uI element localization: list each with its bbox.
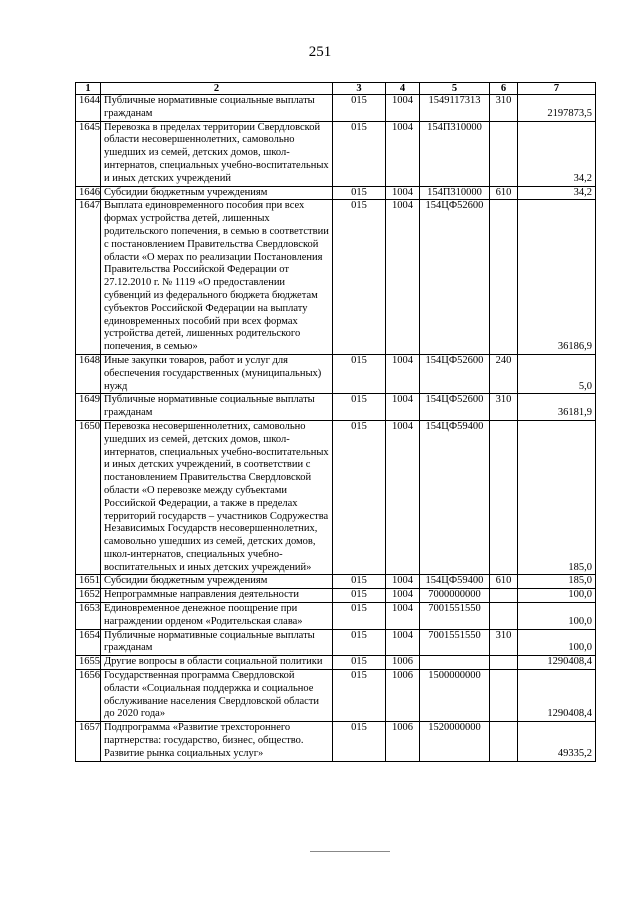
row-section-code: 1004: [386, 95, 420, 122]
table-header-row: [76, 83, 596, 95]
row-amount: 185,0: [518, 420, 596, 575]
row-expense-type: [490, 670, 518, 722]
row-ministry-code: 015: [333, 656, 386, 670]
row-amount: 1290408,4: [518, 656, 596, 670]
row-target-code: 7000000000: [420, 589, 490, 603]
row-number: 1653: [76, 603, 101, 630]
table-row: [76, 629, 596, 656]
row-expense-type: [490, 656, 518, 670]
table-row: [76, 121, 596, 186]
row-expense-type: 310: [490, 394, 518, 421]
row-section-code: 1004: [386, 589, 420, 603]
row-amount: 49335,2: [518, 722, 596, 761]
row-expense-type: [490, 589, 518, 603]
row-target-code: 154ЦФ59400: [420, 575, 490, 589]
row-ministry-code: 015: [333, 420, 386, 575]
row-target-code: 154ЦФ52600: [420, 394, 490, 421]
row-number: 1654: [76, 629, 101, 656]
row-section-code: 1004: [386, 394, 420, 421]
row-target-code: 154П310000: [420, 121, 490, 186]
row-section-code: 1004: [386, 200, 420, 355]
row-expense-type: [490, 121, 518, 186]
row-section-code: 1004: [386, 186, 420, 200]
row-target-code: 154ЦФ52600: [420, 200, 490, 355]
row-expense-type: [490, 420, 518, 575]
row-section-code: 1004: [386, 420, 420, 575]
table-row: [76, 354, 596, 393]
row-name: Публичные нормативные социальные выплаты гражданам: [101, 629, 333, 656]
table-row: [76, 722, 596, 761]
row-name: Перевозка в пределах территории Свердловской области несовершеннолетних, самовольно ушедших из семей, детских домов, школ-интернатов, специальных учебно-воспитательных и иных детских учреждений: [101, 121, 333, 186]
row-ministry-code: 015: [333, 121, 386, 186]
row-number: 1655: [76, 656, 101, 670]
row-section-code: 1004: [386, 354, 420, 393]
row-number: 1649: [76, 394, 101, 421]
row-name: Непрограммные направления деятельности: [101, 589, 333, 603]
page-number: 251: [308, 44, 332, 60]
table-row: [76, 420, 596, 575]
row-amount: 100,0: [518, 603, 596, 630]
row-amount: 34,2: [518, 121, 596, 186]
row-name: Государственная программа Свердловской области «Социальная поддержка и социальное обслуживание населения Свердловской области до 2020 года»: [101, 670, 333, 722]
row-ministry-code: 015: [333, 200, 386, 355]
row-name: Подпрограмма «Развитие трехстороннего партнерства: государство, бизнес, общество. Развитие рынка социальных услуг»: [101, 722, 333, 761]
table-row: [76, 394, 596, 421]
row-target-code: 7001551550: [420, 629, 490, 656]
row-target-code: 1520000000: [420, 722, 490, 761]
row-target-code: 154П310000: [420, 186, 490, 200]
row-number: 1657: [76, 722, 101, 761]
table-row: [76, 575, 596, 589]
budget-table: [75, 82, 596, 762]
row-expense-type: [490, 200, 518, 355]
col-header-3: 3: [333, 83, 386, 95]
row-ministry-code: 015: [333, 603, 386, 630]
row-target-code: 154ЦФ52600: [420, 354, 490, 393]
table-row: [76, 656, 596, 670]
row-target-code: 1500000000: [420, 670, 490, 722]
row-amount: 34,2: [518, 186, 596, 200]
row-section-code: 1004: [386, 629, 420, 656]
col-header-1: 1: [76, 83, 101, 95]
row-name: Иные закупки товаров, работ и услуг для обеспечения государственных (муниципальных) нужд: [101, 354, 333, 393]
row-ministry-code: 015: [333, 575, 386, 589]
table-row: [76, 200, 596, 355]
row-ministry-code: 015: [333, 394, 386, 421]
row-ministry-code: 015: [333, 95, 386, 122]
row-number: 1650: [76, 420, 101, 575]
row-target-code: 154ЦФ59400: [420, 420, 490, 575]
row-section-code: 1006: [386, 656, 420, 670]
col-header-4: 4: [386, 83, 420, 95]
row-name: Выплата единовременного пособия при всех формах устройства детей, лишенных родительского попечения, в семью в соответствии с постановлением Правительства Свердловской области «О мерах по реализации Постановления Правительства Российской Федерации от 27.12.2010 г. № 1119 «О предоставлении субвенций из федерального бюджета бюджетам субъектов Российской Федерации на выплату единовременных пособий при всех формах устройства детей, лишенных родительского попечения, в семью»: [101, 200, 333, 355]
table-row: [76, 186, 596, 200]
row-expense-type: 610: [490, 575, 518, 589]
row-expense-type: 310: [490, 629, 518, 656]
col-header-5: 5: [420, 83, 490, 95]
row-expense-type: 310: [490, 95, 518, 122]
row-ministry-code: 015: [333, 722, 386, 761]
row-expense-type: 240: [490, 354, 518, 393]
row-section-code: 1004: [386, 121, 420, 186]
row-amount: 36181,9: [518, 394, 596, 421]
footer-rule: [310, 851, 390, 852]
col-header-2: 2: [101, 83, 333, 95]
table-row: [76, 95, 596, 122]
col-header-6: 6: [490, 83, 518, 95]
row-target-code: 1549117313: [420, 95, 490, 122]
row-ministry-code: 015: [333, 354, 386, 393]
row-section-code: 1006: [386, 722, 420, 761]
row-ministry-code: 015: [333, 589, 386, 603]
row-target-code: 7001551550: [420, 603, 490, 630]
row-number: 1646: [76, 186, 101, 200]
row-amount: 5,0: [518, 354, 596, 393]
row-expense-type: [490, 603, 518, 630]
row-amount: 100,0: [518, 589, 596, 603]
row-name: Публичные нормативные социальные выплаты гражданам: [101, 95, 333, 122]
row-expense-type: [490, 722, 518, 761]
row-number: 1651: [76, 575, 101, 589]
row-name: Перевозка несовершеннолетних, самовольно ушедших из семей, детских домов, школ-интернатов, специальных учебно-воспитательных и иных детских учреждений, в соответствии с постановлением Правительства Свердловской области «О перевозке между субъектами Российской Федерации, а также в пределах территорий государств – участников Содружества Независимых Государств несовершеннолетних, самовольно ушедших из семей, детских домов, школ-интернатов, специальных учебно-воспитательных и иных детских учреждений»: [101, 420, 333, 575]
row-name: Единовременное денежное поощрение при награждении орденом «Родительская слава»: [101, 603, 333, 630]
row-amount: 100,0: [518, 629, 596, 656]
row-number: 1656: [76, 670, 101, 722]
row-number: 1652: [76, 589, 101, 603]
col-header-7: 7: [518, 83, 596, 95]
row-section-code: 1004: [386, 575, 420, 589]
row-target-code: [420, 656, 490, 670]
row-number: 1648: [76, 354, 101, 393]
table-row: [76, 603, 596, 630]
row-section-code: 1006: [386, 670, 420, 722]
row-ministry-code: 015: [333, 670, 386, 722]
row-amount: 36186,9: [518, 200, 596, 355]
row-expense-type: 610: [490, 186, 518, 200]
row-ministry-code: 015: [333, 629, 386, 656]
row-amount: 185,0: [518, 575, 596, 589]
row-number: 1644: [76, 95, 101, 122]
row-number: 1645: [76, 121, 101, 186]
row-name: Субсидии бюджетным учреждениям: [101, 186, 333, 200]
row-name: Субсидии бюджетным учреждениям: [101, 575, 333, 589]
row-ministry-code: 015: [333, 186, 386, 200]
table-row: [76, 589, 596, 603]
row-number: 1647: [76, 200, 101, 355]
table-row: [76, 670, 596, 722]
row-name: Другие вопросы в области социальной политики: [101, 656, 333, 670]
row-section-code: 1004: [386, 603, 420, 630]
row-amount: 2197873,5: [518, 95, 596, 122]
row-name: Публичные нормативные социальные выплаты гражданам: [101, 394, 333, 421]
row-amount: 1290408,4: [518, 670, 596, 722]
